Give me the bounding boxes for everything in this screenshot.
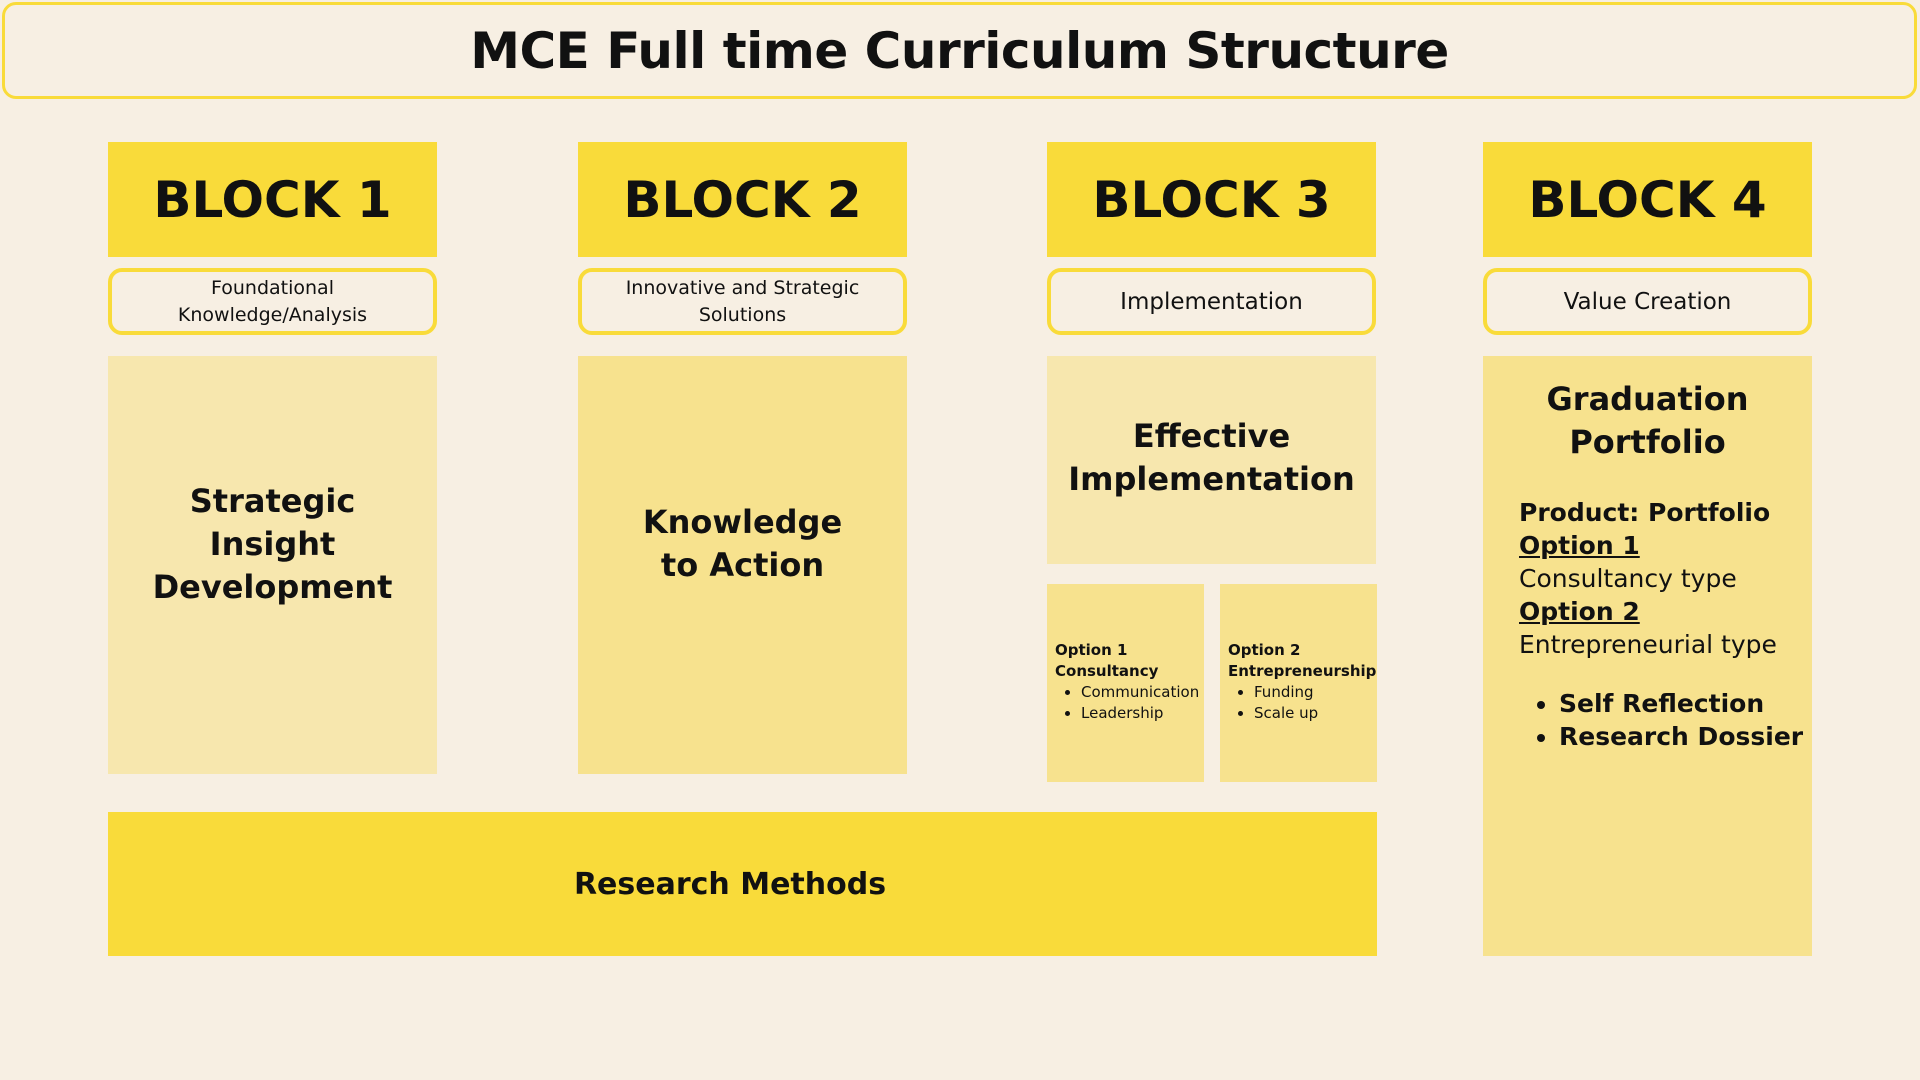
block-3-content: [1047, 356, 1376, 564]
option-2-list: [1228, 682, 1377, 724]
block-2-content: [578, 356, 907, 774]
portfolio-list: [1519, 687, 1809, 753]
block-3-subtitle: Implementation: [1047, 268, 1376, 335]
option-1-list: [1055, 682, 1204, 724]
research-methods-label: Research Methods: [573, 866, 887, 902]
list-item: • Self Reflection: [1559, 687, 1809, 720]
research-methods-bar: [108, 812, 1377, 956]
portfolio-option-1-label: Option 1: [1519, 531, 1640, 560]
graduation-portfolio-panel: [1483, 356, 1812, 956]
portfolio-title-text: Graduation Portfolio: [1546, 380, 1749, 461]
block-2-content-text: Knowledge to Action: [642, 503, 843, 584]
list-item: • Research Dossier: [1559, 720, 1809, 753]
block-1-subtitle: Foundational Knowledge/Analysis: [108, 268, 437, 335]
block-3-option-1: [1047, 584, 1204, 782]
block-4-heading: BLOCK 4: [1483, 142, 1812, 257]
list-item: • Funding: [1254, 682, 1377, 703]
block-3-option-2: [1220, 584, 1377, 782]
portfolio-title: [1483, 378, 1812, 464]
block-2-heading: BLOCK 2: [578, 142, 907, 257]
portfolio-option-1-text: Consultancy type: [1519, 564, 1737, 593]
list-item: • Communication: [1081, 682, 1204, 703]
block-4-subtitle: Value Creation: [1483, 268, 1812, 335]
portfolio-option-2-text: Entrepreneurial type: [1519, 630, 1777, 659]
block-1-heading: BLOCK 1: [108, 142, 437, 257]
title-banner: [2, 2, 1917, 99]
option-2-track: Entrepreneurship: [1228, 662, 1377, 680]
page-title: MCE Full time Curriculum Structure: [470, 21, 1449, 80]
list-item: • Scale up: [1254, 703, 1377, 724]
option-2-label: Option 2: [1228, 641, 1301, 659]
portfolio-option-2-label: Option 2: [1519, 597, 1640, 626]
portfolio-product: Product: Portfolio: [1519, 498, 1771, 527]
block-3-content-text: Effective Implementation: [1068, 417, 1355, 498]
block-3-heading: BLOCK 3: [1047, 142, 1376, 257]
block-1-content-text: Strategic Insight Development: [152, 481, 393, 606]
block-2-subtitle: Innovative and Strategic Solutions: [578, 268, 907, 335]
list-item: • Leadership: [1081, 703, 1204, 724]
option-1-label: Option 1: [1055, 641, 1128, 659]
option-1-track: Consultancy: [1055, 662, 1159, 680]
block-1-content: [108, 356, 437, 774]
portfolio-body: [1519, 496, 1809, 753]
